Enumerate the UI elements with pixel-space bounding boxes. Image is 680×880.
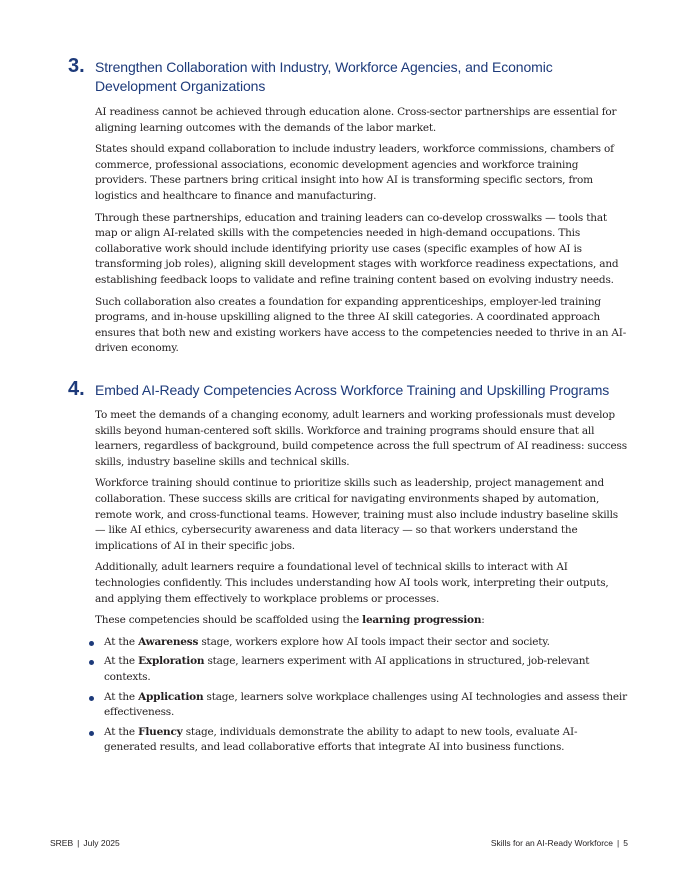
bullet-icon <box>89 660 94 665</box>
learning-progression-list <box>68 635 628 756</box>
section-3-paragraph: Such collaboration also creates a foundation for expanding apprenticeships, employer-led training programs, and in-house upskilling aligned to the three AI skill categories. A coordinated approach ensures that both new and existing workers have access to the competencies needed to thrive in an AI-driven economy. <box>95 295 627 355</box>
section-3-paragraph: States should expand collaboration to include industry leaders, workforce commissions, chambers of commerce, professional associations, economic development agencies and workforce training providers. These partners bring critical insight into how AI is transforming specific sectors, from logistics and healthcare to finance and manufacturing. <box>95 143 614 202</box>
bullet-icon <box>89 731 94 736</box>
section-4-body <box>95 408 628 629</box>
footer-left <box>50 838 120 848</box>
section-4-paragraph: Additionally, adult learners require a foundational level of technical skills to interact with AI technologies confidently. This includes understanding how AI tools work, interpreting their outputs, and applying them effectively to workplace problems or processes. <box>95 561 609 605</box>
page-number: 5 <box>623 838 628 848</box>
section-4-heading <box>68 378 628 400</box>
section-3-paragraph: AI readiness cannot be achieved through education alone. Cross-sector partnerships are essential for aligning learning outcomes with the demands of the labor market. <box>95 106 617 134</box>
footer-doc-title: Skills for an AI-Ready Workforce <box>490 838 614 848</box>
learning-progression-term: learning progression <box>362 614 482 627</box>
section-4-title: Embed AI-Ready Competencies Across Workforce Training and Upskilling Programs <box>95 382 610 398</box>
section-4-paragraph: To meet the demands of a changing economy, adult learners and working professionals must develop skills beyond human-centered soft skills. Workforce and training programs should ensure that all learners, regardless of background, build competence across the full spectrum of AI readiness: success skills, industry baseline skills and technical skills. <box>95 409 627 468</box>
footer-separator: | <box>617 838 620 848</box>
footer-org: SREB <box>50 838 74 848</box>
bullet-icon <box>89 641 94 646</box>
list-item: At the Exploration stage, learners experiment with AI applications in structured, job-relevant contexts. <box>89 654 628 685</box>
section-4 <box>68 378 628 760</box>
section-3-number: 3. <box>68 55 85 77</box>
section-4-number: 4. <box>68 378 85 400</box>
section-3-title <box>95 58 628 96</box>
footer-right <box>491 838 628 848</box>
section-3-body <box>95 105 628 357</box>
section-3-paragraph: Through these partnerships, education and training leaders can co-develop crosswalks — tools that map or align AI-related skills with the competencies needed in high-demand occupations. This collaborative work should include identifying priority use cases (specific examples of how AI is transforming job roles), aligning skill development stages with workforce readiness expectations, and establishing feedback loops to validate and refine training content based on evolving industry needs. <box>95 211 619 286</box>
list-item: At the Application stage, learners solve workplace challenges using AI technologies and assess their effectiveness. <box>89 690 628 721</box>
bullet-icon <box>89 696 94 701</box>
footer-date: July 2025 <box>83 838 120 848</box>
list-item: At the Fluency stage, individuals demonstrate the ability to adapt to new tools, evaluate AI-generated results, and lead collaborative efforts that integrate AI into business functions. <box>89 725 628 756</box>
list-item: At the Awareness stage, workers explore how AI tools impact their sector and society. <box>89 635 628 651</box>
section-3 <box>68 55 628 363</box>
footer-separator: | <box>77 838 80 848</box>
section-3-title-line-1: Strengthen Collaboration with Industry, Workforce Agencies, and Economic <box>95 59 553 75</box>
section-3-title-line-2: Development Organizations <box>95 78 266 94</box>
section-4-paragraph: Workforce training should continue to prioritize skills such as leadership, project management and collaboration. These success skills are critical for navigating environments shaped by automation, remote work, and cross-functional teams. However, training must also include industry baseline skills — like AI ethics, cybersecurity awareness and data literacy — so that workers understand the implications of AI in their specific jobs. <box>95 477 618 552</box>
learning-progression-intro: These competencies should be scaffolded using the learning progression: <box>95 614 485 627</box>
section-3-heading <box>68 55 628 96</box>
